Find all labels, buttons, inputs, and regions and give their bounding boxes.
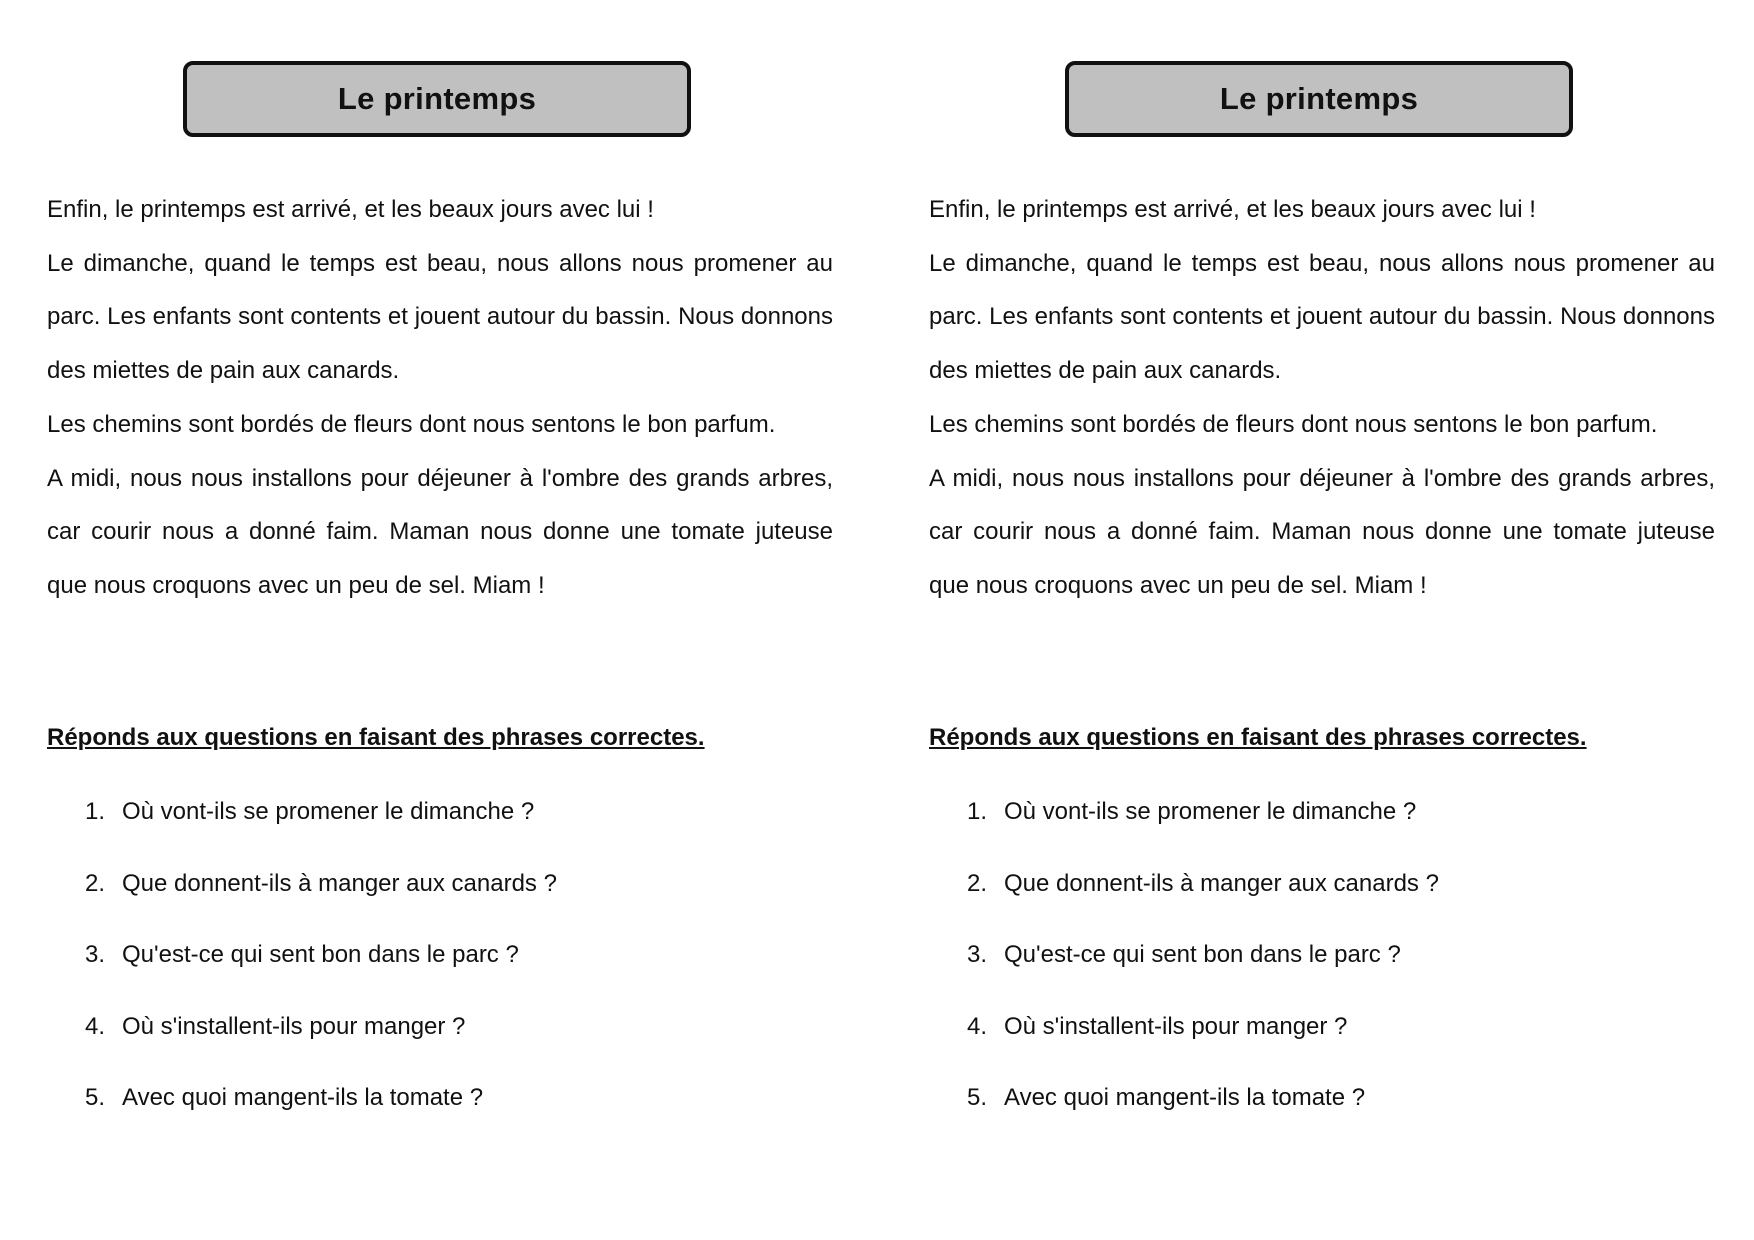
question-number: 3. bbox=[967, 941, 988, 969]
question-text: Où s'installent-ils pour manger ? bbox=[1004, 1012, 1348, 1040]
story-paragraph: Enfin, le printemps est arrivé, et les beaux jours avec lui ! bbox=[47, 196, 654, 223]
question-list bbox=[967, 792, 1439, 1150]
question-text: Que donnent-ils à manger aux canards ? bbox=[122, 869, 557, 897]
question-number: 5. bbox=[85, 1084, 106, 1112]
question-item bbox=[85, 1078, 557, 1150]
story-paragraph: A midi, nous nous installons pour déjeuner à l'ombre des grands arbres, car courir nous a donné faim. Maman nous donne une tomate juteuse que nous croquons avec un peu de sel. Miam ! bbox=[929, 464, 1715, 599]
story-paragraph: Le dimanche, quand le temps est beau, nous allons nous promener au parc. Les enfants sont contents et jouent autour du bassin. Nous donnons des miettes de pain aux canards. bbox=[929, 249, 1715, 385]
question-list bbox=[85, 792, 557, 1150]
question-text: Avec quoi mangent-ils la tomate ? bbox=[122, 1084, 484, 1112]
question-number: 2. bbox=[967, 869, 988, 897]
question-text: Où s'installent-ils pour manger ? bbox=[122, 1012, 466, 1040]
story-paragraph: Enfin, le printemps est arrivé, et les beaux jours avec lui ! bbox=[929, 196, 1536, 223]
story-text bbox=[47, 183, 833, 613]
question-text: Avec quoi mangent-ils la tomate ? bbox=[1004, 1084, 1366, 1112]
story-paragraph: Les chemins sont bordés de fleurs dont nous sentons le bon parfum. bbox=[929, 410, 1658, 438]
instruction-heading: Réponds aux questions en faisant des phrases correctes. bbox=[47, 724, 705, 751]
question-text: Qu'est-ce qui sent bon dans le parc ? bbox=[122, 941, 519, 969]
story-text bbox=[929, 183, 1715, 613]
question-item bbox=[85, 864, 557, 936]
question-text: Où vont-ils se promener le dimanche ? bbox=[122, 798, 535, 825]
question-item bbox=[85, 792, 557, 864]
question-number: 1. bbox=[967, 798, 988, 825]
instruction-heading: Réponds aux questions en faisant des phrases correctes. bbox=[929, 724, 1587, 751]
question-text: Qu'est-ce qui sent bon dans le parc ? bbox=[1004, 941, 1401, 969]
title-box bbox=[183, 61, 691, 137]
question-number: 4. bbox=[85, 1012, 106, 1040]
worksheet-right bbox=[929, 0, 1719, 1240]
question-number: 4. bbox=[967, 1012, 988, 1040]
story-paragraph: Les chemins sont bordés de fleurs dont nous sentons le bon parfum. bbox=[47, 410, 776, 438]
question-item bbox=[967, 1007, 1439, 1079]
worksheet-title: Le printemps bbox=[1219, 81, 1419, 116]
story-paragraph: A midi, nous nous installons pour déjeuner à l'ombre des grands arbres, car courir nous a donné faim. Maman nous donne une tomate juteuse que nous croquons avec un peu de sel. Miam ! bbox=[47, 464, 833, 599]
question-text: Où vont-ils se promener le dimanche ? bbox=[1004, 798, 1417, 825]
question-number: 5. bbox=[967, 1084, 988, 1112]
question-number: 2. bbox=[85, 869, 106, 897]
question-item bbox=[967, 935, 1439, 1007]
question-number: 3. bbox=[85, 941, 106, 969]
question-number: 1. bbox=[85, 798, 106, 825]
question-item bbox=[85, 935, 557, 1007]
worksheet-title: Le printemps bbox=[337, 81, 537, 116]
question-item bbox=[967, 1078, 1439, 1150]
title-box bbox=[1065, 61, 1573, 137]
question-item bbox=[967, 792, 1439, 864]
question-text: Que donnent-ils à manger aux canards ? bbox=[1004, 869, 1439, 897]
story-paragraph: Le dimanche, quand le temps est beau, nous allons nous promener au parc. Les enfants sont contents et jouent autour du bassin. Nous donnons des miettes de pain aux canards. bbox=[47, 249, 833, 385]
question-item bbox=[85, 1007, 557, 1079]
worksheet-left bbox=[47, 0, 837, 1240]
question-item bbox=[967, 864, 1439, 936]
